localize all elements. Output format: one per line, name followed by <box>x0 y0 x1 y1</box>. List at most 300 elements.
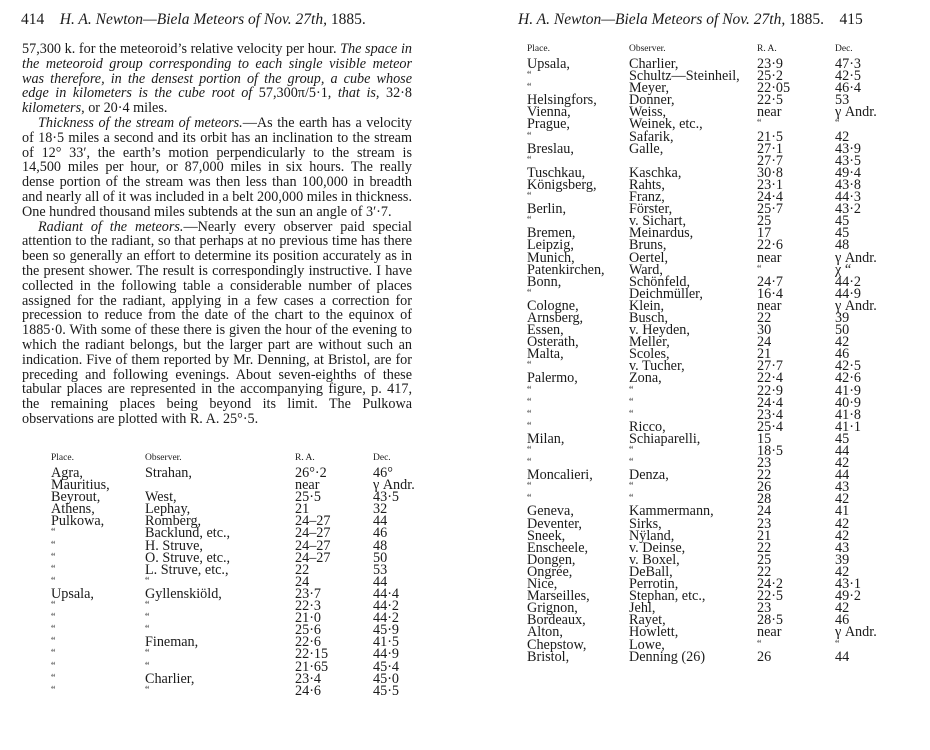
cell-dec: 45·0 <box>373 670 400 687</box>
cell-place: Moncalieri, <box>527 467 593 484</box>
cell-observer: Schultz—Steinheil, <box>629 68 740 85</box>
cell-observer: Oertel, <box>629 249 668 266</box>
cell-place: Upsala, <box>527 56 570 72</box>
cell-place: Bonn, <box>527 273 562 290</box>
cell-dec: 43·5 <box>373 489 400 506</box>
cell-observer: Perrotin, <box>629 576 679 593</box>
cell-ra: 25 <box>757 551 772 568</box>
cell-ra: 21·5 <box>757 128 784 145</box>
cell-ra: 27·7 <box>757 152 784 169</box>
cell-observer: Meinardus, <box>629 225 694 242</box>
cell-place: “ <box>527 420 532 432</box>
cell-ra: 15 <box>757 430 772 447</box>
cell-dec: γ Andr. <box>835 624 877 641</box>
cell-observer: Denza, <box>629 467 669 484</box>
cell-observer: Schiaparelli, <box>629 430 701 447</box>
cell-dec: 49·2 <box>835 588 862 605</box>
cell-dec: 50 <box>835 322 850 339</box>
cell-observer: O. Struve, etc., <box>145 549 231 566</box>
cell-ra: 23 <box>757 455 772 472</box>
cell-dec: 42 <box>835 563 850 580</box>
cell-ra: 21 <box>757 346 772 363</box>
cell-observer: v. Tucher, <box>629 358 685 375</box>
cell-ra: 21 <box>295 501 310 518</box>
cell-dec: 44·2 <box>835 273 862 290</box>
cell-dec: 42 <box>835 334 850 351</box>
text-run: kilometers <box>22 100 82 117</box>
cell-place: Osterath, <box>527 334 579 351</box>
cell-place: Athens, <box>51 501 95 518</box>
cell-place: Alton, <box>527 624 563 641</box>
cell-dec: 46 <box>373 525 388 542</box>
cell-ra: near <box>757 249 782 266</box>
cell-dec: 43·8 <box>835 176 862 193</box>
cell-place: “ <box>51 648 56 660</box>
cell-observer: Sirks, <box>629 515 662 532</box>
cell-place: “ <box>51 636 56 648</box>
cell-ra: near <box>295 477 320 494</box>
cell-ra: 30·8 <box>757 164 784 181</box>
cell-ra: 26°·2 <box>295 465 327 481</box>
cell-dec: 44 <box>835 443 850 459</box>
cell-dec: 45 <box>835 213 850 230</box>
cell-place: Prague, <box>527 116 570 133</box>
cell-ra: 22·6 <box>295 634 322 651</box>
cell-ra: 21·65 <box>295 658 329 675</box>
cell-ra: 22 <box>295 561 310 578</box>
cell-dec: 32 <box>373 501 388 518</box>
cell-ra: 24–27 <box>295 549 331 566</box>
cell-place: Bristol, <box>527 648 570 665</box>
cell-ra: 23·9 <box>757 56 784 72</box>
cell-observer: Romberg, <box>145 513 202 530</box>
cell-observer: Bruns, <box>629 237 667 254</box>
cell-ra: 25·4 <box>757 418 784 435</box>
cell-observer: Fineman, <box>145 634 199 651</box>
cell-observer: “ <box>629 481 634 493</box>
cell-ra: 22·5 <box>757 92 784 109</box>
cell-ra: 23·7 <box>295 585 322 602</box>
cell-observer: “ <box>629 396 634 408</box>
cell-ra: 27·7 <box>757 358 784 375</box>
cell-place: Leipzig, <box>527 237 574 254</box>
cell-dec: 42 <box>835 455 850 472</box>
cell-dec: γ Andr. <box>835 104 877 121</box>
cell-observer: Deichmüller, <box>629 285 703 302</box>
cell-observer: Busch, <box>629 309 669 326</box>
cell-ra: “ <box>757 263 762 275</box>
cell-place: Agra, <box>51 465 83 481</box>
page-number: 415 <box>839 11 863 28</box>
cell-place: “ <box>527 287 532 299</box>
cell-observer: Kammermann, <box>629 503 714 520</box>
cell-observer: Meyer, <box>629 80 670 97</box>
cell-dec: 44 <box>835 467 850 484</box>
cell-dec: 44 <box>373 573 388 590</box>
cell-dec: χ “ <box>835 261 852 278</box>
cell-observer: “ <box>629 408 634 420</box>
cell-dec: 39 <box>835 309 850 326</box>
cell-dec: 44 <box>373 513 388 530</box>
cell-place: “ <box>51 624 56 636</box>
table-row <box>527 106 895 118</box>
cell-place: “ <box>51 575 56 587</box>
cell-observer: Förster, <box>629 201 673 218</box>
cell-place: Breslau, <box>527 140 574 157</box>
cell-dec: 44 <box>835 648 850 665</box>
cell-dec: 42 <box>835 527 850 544</box>
cell-ra: near <box>757 624 782 641</box>
cell-dec: 40·9 <box>835 394 862 411</box>
col-header-observer: Observer. <box>629 44 666 54</box>
cell-place: “ <box>527 191 532 203</box>
col-header-ra: R. A. <box>295 453 315 463</box>
cell-place: Essen, <box>527 322 564 339</box>
cell-observer: “ <box>145 575 150 587</box>
cell-observer: Donner, <box>629 92 675 109</box>
cell-ra: 25 <box>757 213 772 230</box>
cell-dec: 44·2 <box>373 598 400 615</box>
cell-dec: 43·9 <box>835 140 862 157</box>
cell-dec: 41·5 <box>373 634 400 651</box>
cell-place: “ <box>527 384 532 396</box>
cell-dec: 46·4 <box>835 80 862 97</box>
cell-dec: 45·4 <box>373 658 400 675</box>
cell-place: Enscheele, <box>527 539 589 556</box>
cell-observer: v. Boxel, <box>629 551 680 568</box>
cell-observer: v. Sichart, <box>629 213 686 230</box>
cell-ra: 22 <box>757 309 772 326</box>
cell-place: Marseilles, <box>527 588 590 605</box>
cell-ra: 25·6 <box>295 622 322 639</box>
cell-dec: 43·1 <box>835 576 862 593</box>
cell-place: “ <box>51 684 56 696</box>
cell-ra: 27·1 <box>757 140 784 157</box>
col-header-ra: R. A. <box>757 44 777 54</box>
cell-ra: 22·9 <box>757 382 784 399</box>
cell-observer: Rayet, <box>629 612 666 629</box>
cell-place: “ <box>527 360 532 372</box>
cell-ra: 23 <box>757 600 772 617</box>
cell-dec: 42 <box>835 491 850 508</box>
cell-observer: Weinek, etc., <box>629 116 703 133</box>
cell-place: Vienna, <box>527 104 571 121</box>
cell-place: Nice, <box>527 576 558 593</box>
cell-place: “ <box>527 445 532 456</box>
cell-observer: Scoles, <box>629 346 670 363</box>
cell-ra: 23·4 <box>757 406 784 423</box>
cell-place: Tuschkau, <box>527 164 586 181</box>
cell-place: Deventer, <box>527 515 582 532</box>
cell-place: Ongrée, <box>527 563 573 580</box>
cell-dec: 42 <box>835 128 850 145</box>
cell-observer: Zona, <box>629 370 662 387</box>
running-title: H. A. Newton—Biela Meteors of Nov. 27th, <box>59 11 327 28</box>
cell-place: Malta, <box>527 346 564 363</box>
cell-ra: 24–27 <box>295 537 331 554</box>
cell-ra: 22·3 <box>295 598 322 615</box>
cell-observer: DeBall, <box>629 563 673 580</box>
cell-observer: “ <box>629 457 634 469</box>
cell-dec: 42 <box>835 600 850 617</box>
cell-ra: 28 <box>757 491 772 508</box>
cell-observer: “ <box>629 384 634 396</box>
cell-observer: Charlier, <box>629 56 679 72</box>
cell-observer: Gyllenskiöld, <box>145 585 222 602</box>
cell-observer: Ricco, <box>629 418 666 435</box>
cell-place: Upsala, <box>51 585 94 602</box>
cell-ra: 21·0 <box>295 610 322 627</box>
cell-place: Beyrout, <box>51 489 101 506</box>
cell-ra: 24 <box>757 503 772 520</box>
cell-place: “ <box>527 457 532 469</box>
cell-dec: 48 <box>373 537 388 554</box>
cell-ra: 24·4 <box>757 394 784 411</box>
cell-ra: 23 <box>757 515 772 532</box>
cell-ra: 22·05 <box>757 80 791 97</box>
cell-observer: Galle, <box>629 140 664 157</box>
cell-ra: 30 <box>757 322 772 339</box>
cell-place: “ <box>527 481 532 493</box>
cell-ra: 24–27 <box>295 513 331 530</box>
cell-place: Königsberg, <box>527 176 597 193</box>
cell-dec: 53 <box>373 561 388 578</box>
col-header-place: Place. <box>527 44 550 54</box>
cell-ra: 26 <box>757 479 772 496</box>
cell-dec: 50 <box>373 549 388 566</box>
cell-dec: 41·8 <box>835 406 862 423</box>
cell-ra: 22·15 <box>295 646 329 663</box>
cell-dec: 41·9 <box>835 382 862 399</box>
cell-dec: 44·2 <box>373 610 400 627</box>
cell-observer: v. Deinse, <box>629 539 686 556</box>
cell-place: Arnsberg, <box>527 309 584 326</box>
cell-place: Munich, <box>527 249 575 266</box>
cell-place: “ <box>527 70 532 82</box>
text-run: —As the earth has a velocity of 18·5 miles a second and its orbit has an inclination to the stream of 12° 33′, the earth’s motion perpendicularly to the stream is 14,500 miles per hour, or 87,000 miles in six hours. The really dense portion of the stream was then less than 100,000 in breadth and nearly all of it was included in a belt 200,000 miles in thickness. One hundred thousand miles subtends at the sun an angle of 3′·7. <box>22 114 412 220</box>
cell-ra: 21 <box>757 527 772 544</box>
text-run: Thickness of the stream of meteors. <box>38 114 243 131</box>
cell-place: Grignon, <box>527 600 578 617</box>
cell-place: Bremen, <box>527 225 576 242</box>
cell-ra: 23·4 <box>295 670 322 687</box>
cell-ra: 24·6 <box>295 682 322 699</box>
cell-dec: 42·6 <box>835 370 862 387</box>
cell-place: Palermo, <box>527 370 578 387</box>
cell-ra: 25·7 <box>757 201 784 218</box>
cell-dec: “ <box>835 638 840 650</box>
cell-dec: 42·5 <box>835 68 862 85</box>
cell-observer: v. Heyden, <box>629 322 690 339</box>
cell-dec: 44·9 <box>373 646 400 663</box>
cell-observer: Charlier, <box>145 670 195 687</box>
cell-place: “ <box>527 493 532 505</box>
radiant-table-right <box>527 44 895 663</box>
cell-ra: 24 <box>757 334 772 351</box>
cell-ra: 17 <box>757 225 772 242</box>
text-run: 57,300π/5·1, <box>258 85 338 102</box>
cell-dec: 46 <box>835 612 850 629</box>
cell-dec: 39 <box>835 551 850 568</box>
cell-place: “ <box>527 130 532 142</box>
cell-dec: 44·3 <box>835 189 862 206</box>
cell-place: “ <box>527 154 532 166</box>
cell-place: Bordeaux, <box>527 612 586 629</box>
cell-ra: 24·7 <box>757 273 784 290</box>
cell-place: Sneek, <box>527 527 566 544</box>
running-head-right <box>518 11 863 29</box>
cell-ra: 22 <box>757 539 772 556</box>
cell-dec: 49·4 <box>835 164 862 181</box>
cell-ra: 22·6 <box>757 237 784 254</box>
cell-place: Helsingfors, <box>527 92 597 109</box>
text-run: , or 20·4 miles. <box>81 100 168 117</box>
cell-dec: 42·5 <box>835 358 862 375</box>
cell-observer: Lephay, <box>145 501 191 518</box>
cell-observer: “ <box>145 684 150 696</box>
cell-ra: “ <box>757 118 762 130</box>
cell-dec: 43 <box>835 539 850 556</box>
cell-dec: 45 <box>835 225 850 242</box>
cell-observer: Franz, <box>629 189 665 206</box>
cell-observer: “ <box>629 445 634 456</box>
cell-observer: “ <box>145 600 150 612</box>
col-header-observer: Observer. <box>145 453 182 463</box>
cell-dec: 48 <box>835 237 850 254</box>
cell-place: “ <box>51 600 56 612</box>
text-run: —Nearly every observer paid special attention to the radiant, so that perhaps at no previous time has there been so generally an effort to determine its position accurately as in the present shower. The result is correspondingly instructive. I have collected in the following table a considerable number of places assigned for the radiant, applying in a few cases a correction for precession to reduce from the date of the chart to the equinox of 1885·0. With some of these there is given the hour of the evening to which the radiant belongs, but the larger part are without such an indication. Five of them reported by Mr. Denning, at Bristol, are for preceding and following evenings. About seven-eighths of these tabular places are represented in the accompanying figure, p. 417, the remaining places being beyond its limit. The Pulkowa observations are plotted with R. A. 25°·5. <box>22 218 412 427</box>
cell-place: “ <box>527 82 532 94</box>
cell-ra: 24·4 <box>757 189 784 206</box>
cell-dec: 46 <box>835 346 850 363</box>
cell-dec: 44·9 <box>835 285 862 302</box>
cell-observer: Rahts, <box>629 176 665 193</box>
cell-ra: 24 <box>295 573 310 590</box>
text-run: 57,300 k. for the meteoroid’s relative velocity per hour. <box>22 41 341 57</box>
cell-place: “ <box>51 527 56 539</box>
text-run: that is, <box>337 85 386 102</box>
cell-observer: Weiss, <box>629 104 667 121</box>
cell-place: Patenkirchen, <box>527 261 605 278</box>
cell-place: “ <box>51 612 56 624</box>
cell-place: “ <box>51 672 56 684</box>
running-title: H. A. Newton—Biela Meteors of Nov. 27th, <box>518 11 786 28</box>
cell-ra: 22 <box>757 563 772 580</box>
cell-observer: L. Struve, etc., <box>145 561 229 578</box>
cell-observer: H. Struve, <box>145 537 203 554</box>
cell-ra: 24·2 <box>757 576 784 593</box>
cell-place: Berlin, <box>527 201 567 218</box>
cell-ra: “ <box>757 638 762 650</box>
cell-dec: γ Andr. <box>835 297 877 314</box>
cell-ra: near <box>757 297 782 314</box>
running-year: 1885. <box>789 11 824 28</box>
cell-observer: “ <box>629 493 634 505</box>
col-header-dec: Dec. <box>373 453 391 463</box>
cell-place: “ <box>51 563 56 575</box>
cell-dec: 53 <box>835 92 850 109</box>
cell-place: “ <box>51 539 56 551</box>
cell-place: Dongen, <box>527 551 576 568</box>
cell-observer: West, <box>145 489 177 506</box>
cell-observer: Strahan, <box>145 465 192 481</box>
cell-dec: 45·9 <box>373 622 400 639</box>
cell-dec: 47·3 <box>835 56 862 72</box>
cell-observer: Denning (26) <box>629 648 706 665</box>
cell-observer: “ <box>145 612 150 624</box>
page-number: 414 <box>21 11 45 28</box>
text-run: The space in the meteoroid group corresponding to each single visible meteor was therefore, in the densest portion of the group, a cube whose edge in kilometers is the cube root of <box>22 41 413 102</box>
cell-observer: Klein, <box>629 297 665 314</box>
cell-ra: 18·5 <box>757 443 784 459</box>
cell-dec: 43·5 <box>835 152 862 169</box>
cell-observer: Ward, <box>629 261 663 278</box>
cell-ra: 24–27 <box>295 525 331 542</box>
cell-dec: 46° <box>373 465 393 481</box>
cell-place: Chepstow, <box>527 636 587 653</box>
col-header-place: Place. <box>51 453 74 463</box>
cell-observer: Meller, <box>629 334 670 351</box>
col-header-dec: Dec. <box>835 44 853 54</box>
cell-dec: 44·4 <box>373 585 400 602</box>
cell-place: “ <box>527 408 532 420</box>
text-run: Radiant of the meteors. <box>38 218 184 235</box>
cell-dec: “ <box>835 118 840 130</box>
cell-ra: 25·5 <box>295 489 322 506</box>
cell-observer: Kaschka, <box>629 164 682 181</box>
cell-place: “ <box>527 396 532 408</box>
cell-place: Cologne, <box>527 297 579 314</box>
cell-ra: 26 <box>757 648 772 665</box>
cell-observer: Schönfeld, <box>629 273 691 290</box>
cell-observer: Stephan, etc., <box>629 588 706 605</box>
cell-place: Geneva, <box>527 503 574 520</box>
cell-ra: 22·4 <box>757 370 784 387</box>
cell-observer: Jehl, <box>629 600 656 617</box>
cell-dec: γ Andr. <box>835 249 877 266</box>
cell-ra: 22 <box>757 467 772 484</box>
cell-dec: γ Andr. <box>373 477 415 494</box>
cell-ra: 16·4 <box>757 285 784 302</box>
cell-place: Pulkowa, <box>51 513 105 530</box>
cell-observer: Lowe, <box>629 636 665 653</box>
cell-ra: 28·5 <box>757 612 784 629</box>
cell-dec: 45·5 <box>373 682 400 699</box>
cell-observer: “ <box>145 660 150 672</box>
cell-place: “ <box>527 215 532 227</box>
running-year: 1885. <box>330 11 366 28</box>
cell-dec: 41·1 <box>835 418 862 435</box>
cell-ra: near <box>757 104 782 121</box>
cell-dec: 41 <box>835 503 850 520</box>
cell-observer: Safarik, <box>629 128 674 145</box>
cell-dec: 43·2 <box>835 201 862 218</box>
cell-place: “ <box>51 551 56 563</box>
text-run: 32·8 <box>385 85 412 102</box>
cell-ra: 25·2 <box>757 68 784 85</box>
cell-ra: 23·1 <box>757 176 784 193</box>
cell-dec: 43 <box>835 479 850 496</box>
cell-dec: 45 <box>835 430 850 447</box>
cell-place: “ <box>51 660 56 672</box>
cell-observer: Nÿland, <box>629 527 675 544</box>
cell-ra: 22·5 <box>757 588 784 605</box>
cell-observer: “ <box>145 624 150 636</box>
cell-observer: Howlett, <box>629 624 679 641</box>
cell-place: Mauritius, <box>51 477 110 494</box>
cell-place: Milan, <box>527 430 565 447</box>
cell-observer: “ <box>145 648 150 660</box>
